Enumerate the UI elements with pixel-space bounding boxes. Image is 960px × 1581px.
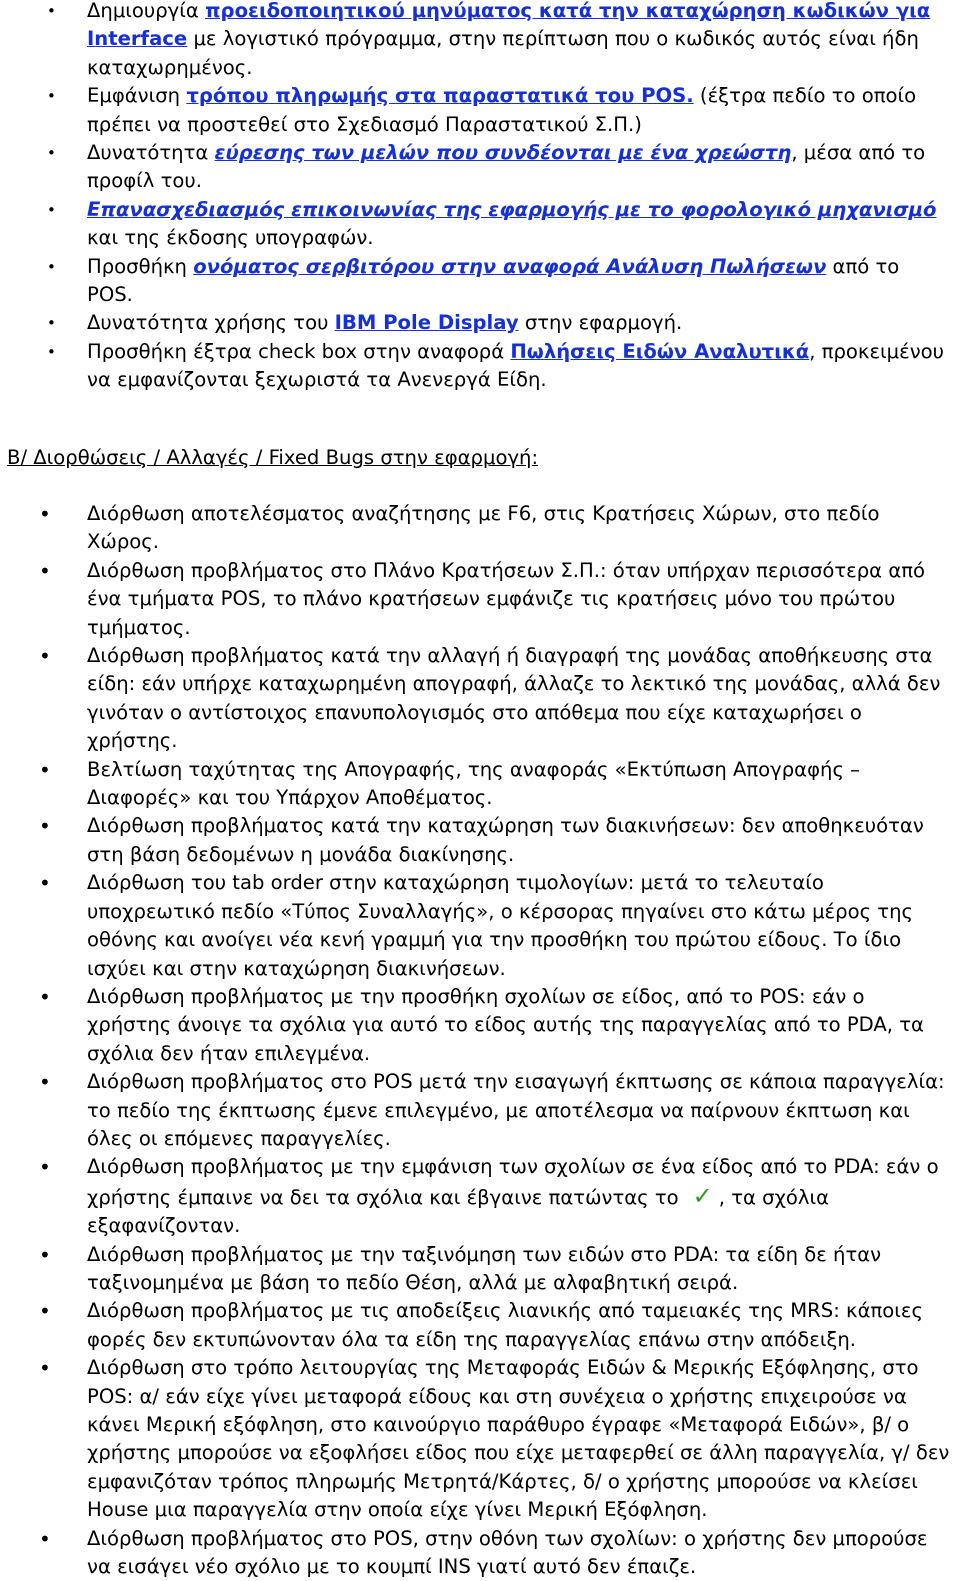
list-item: • Διόρθωση προβλήματος με τις αποδείξεις λιανικής από ταμειακές της MRS: κάποιες φορές δεν εκτυπώνονταν όλα τα είδη της παραγγελίας επάνω στην απόδειξη.	[39, 1299, 923, 1351]
new-features-list	[0, 0, 960, 395]
bullet-icon: •	[47, 342, 56, 361]
bullet-icon: •	[39, 558, 51, 583]
bullet-icon: •	[39, 1242, 51, 1267]
list-item: • Διόρθωση αποτελέσματος αναζήτησης με F6, στις Κρατήσεις Χώρων, στο πεδίο Χώρος.	[39, 502, 880, 554]
bullet-icon: •	[39, 871, 51, 896]
list-item: • Διόρθωση προβλήματος στο Πλάνο Κρατήσεων Σ.Π.: όταν υπήρχαν περισσότερα από ένα τμήματα POS, το πλάνο κρατήσεων εμφάνιζε τις κρατήσεις μόνο του πρώτου τμήματος.	[39, 558, 926, 639]
bullet-icon: •	[39, 1155, 51, 1180]
feature-link[interactable]: Επανασχεδιασμός επικοινωνίας της εφαρμογής με το φορολογικό μηχανισμό	[87, 197, 937, 221]
list-item: • Διόρθωση προβλήματος κατά την αλλαγή ή διαγραφή της μονάδας αποθήκευσης στα είδη: εάν υπήρχε καταχωρημένη απογραφή, άλλαζε το λεκτικό της μονάδας, αλλά δεν γινόταν ο αντίστοιχος επανυπολογισμός στο απόθεμα που είχε καταχωρήσει ο χρήστης.	[39, 644, 941, 753]
fixes-heading: Β/ Διορθώσεις / Αλλαγές / Fixed Bugs στην εφαρμογή:	[7, 446, 539, 469]
list-item: • Διόρθωση προβλήματος με την εμφάνιση των σχολίων σε ένα είδος από το PDA: εάν ο χρήστης έμπαινε να δει τα σχόλια και έβγαινε πατώντας το ✓ , τα σχόλια εξαφανίζονταν.	[39, 1155, 939, 1238]
bullet-icon: •	[39, 1356, 51, 1381]
list-item: • Διόρθωση προβλήματος κατά την καταχώρηση των διακινήσεων: δεν αποθηκευόταν στη βάση δεδομένων η μονάδα διακίνησης.	[39, 814, 924, 866]
feature-link[interactable]: προειδοποιητικού μηνύματος κατά την καταχώρηση κωδικών για Interface	[87, 0, 931, 51]
feature-link[interactable]: τρόπου πληρωμής στα παραστατικά του POS.	[186, 84, 694, 108]
list-item: • Δυνατότητα εύρεσης των μελών που συνδέονται με ένα χρεώστη, μέσα από το προφίλ του.	[47, 141, 926, 193]
list-item: • Προσθήκη έξτρα check box στην αναφορά Πωλήσεις Ειδών Αναλυτικά, προκειμένου να εμφανίζονται ξεχωριστά τα Ανενεργά Είδη.	[47, 339, 944, 392]
bullet-icon: •	[39, 814, 51, 839]
bullet-icon: •	[39, 1070, 51, 1095]
bullet-icon: •	[39, 984, 51, 1009]
list-item: • Επανασχεδιασμός επικοινωνίας της εφαρμογής με το φορολογικό μηχανισμό και της έκδοσης υπογραφών.	[47, 197, 937, 250]
list-item: • Διόρθωση προβλήματος στο POS, στην οθόνη των σχολίων: ο χρήστης δεν μπορούσε να εισάγει νέο σχόλιο με το κουμπί INS γιατί αυτό δεν έπαιζε.	[39, 1526, 928, 1579]
bullet-icon: •	[47, 200, 56, 219]
feature-link[interactable]: ονόματος σερβιτόρου στην αναφορά Ανάλυση Πωλήσεων	[193, 254, 827, 278]
checkmark-icon: ✓	[692, 1181, 713, 1210]
feature-link[interactable]: εύρεσης των μελών που συνδέονται με ένα χρεώστη	[214, 141, 792, 165]
list-item: • Διόρθωση προβλήματος με την ταξινόμηση των ειδών στο PDA: τα είδη δε ήταν ταξινομημένα με βάση το πεδίο Θέση, αλλά με αλφαβητική σειρά.	[39, 1242, 882, 1294]
feature-link[interactable]: IBM Pole Display	[334, 311, 519, 335]
fixes-list	[0, 500, 960, 1581]
list-item: • Διόρθωση προβλήματος στο POS μετά την εισαγωγή έκπτωσης σε κάποια παραγγελία: το πεδίο της έκπτωσης έμενε επιλεγμένο, με αποτέλεσμα να παίρνουν έκπτωση και όλες οι επόμενες παραγγελίες.	[39, 1070, 945, 1150]
list-item: • Δυνατότητα χρήσης του IBM Pole Display στην εφαρμογή.	[0, 309, 960, 337]
bullet-icon: •	[47, 2, 56, 20]
bullet-icon: •	[39, 502, 51, 526]
bullet-icon: •	[39, 1299, 51, 1324]
list-item: • Διόρθωση προβλήματος με την προσθήκη σχολίων σε είδος, από το POS: εάν ο χρήστης άνοιγε τα σχόλια για αυτό το είδος αυτής της παραγγελίας από το PDA, τα σχόλια δεν ήταν επιλεγμένα.	[39, 984, 924, 1065]
feature-link[interactable]: Πωλήσεις Ειδών Αναλυτικά	[510, 339, 810, 363]
list-item: • Διόρθωση στο τρόπο λειτουργίας της Μεταφοράς Ειδών & Μερικής Εξόφλησης, στο POS: α/ εάν είχε γίνει μεταφορά είδους και στη συνέχεια ο χρήστης επιχειρούσε να κάνει Μερική εξόφληση, στο καινούργιο παράθυρο έγραφε «Μεταφορά Ειδών», β/ ο χρήστης μπορούσε να εξοφλήσει είδος που είχε μεταφερθεί σε άλλη παραγγελία, γ/ δεν εμφανιζόταν τρόπος πληρωμής Μετρητά/Κάρτες, δ/ ο χρήστης μπορούσε να κλείσει House μια παραγγελία στην οποία είχε γίνει Μερική Εξόφληση.	[39, 1356, 950, 1522]
list-item: • Προσθήκη ονόματος σερβιτόρου στην αναφορά Ανάλυση Πωλήσεων από το POS.	[47, 254, 900, 307]
list-item: • Διόρθωση του tab order στην καταχώρηση τιμολογίων: μετά το τελευταίο υποχρεωτικό πεδίο «Τύπος Συναλλαγής», ο κέρσορας πηγαίνει στο κάτω μέρος της οθόνης και ανοίγει νέα κενή γραμμή για την προσθήκη του πρώτου είδους. Το ίδιο ισχύει και στην καταχώρηση διακινήσεων.	[39, 871, 914, 980]
list-item: • Δημιουργία προειδοποιητικού μηνύματος κατά την καταχώρηση κωδικών για Interface με λογιστικό πρόγραμμα, στην περίπτωση που ο κωδικός αυτός είναι ήδη καταχωρημένος.	[0, 0, 960, 82]
bullet-icon: •	[39, 757, 51, 782]
bullet-icon: •	[39, 644, 51, 669]
bullet-icon: •	[39, 1526, 51, 1551]
bullet-icon: •	[47, 87, 56, 106]
bullet-icon: •	[47, 257, 56, 276]
bullet-icon: •	[47, 144, 56, 163]
bullet-icon: •	[47, 314, 56, 333]
list-item: • Βελτίωση ταχύτητας της Απογραφής, της αναφοράς «Εκτύπωση Απογραφής – Διαφορές» και του Υπάρχον Αποθέματος.	[39, 757, 860, 810]
list-item: • Εμφάνιση τρόπου πληρωμής στα παραστατικά του POS. (έξτρα πεδίο το οποίο πρέπει να προστεθεί στο Σχεδιασμό Παραστατικού Σ.Π.)	[47, 84, 917, 136]
